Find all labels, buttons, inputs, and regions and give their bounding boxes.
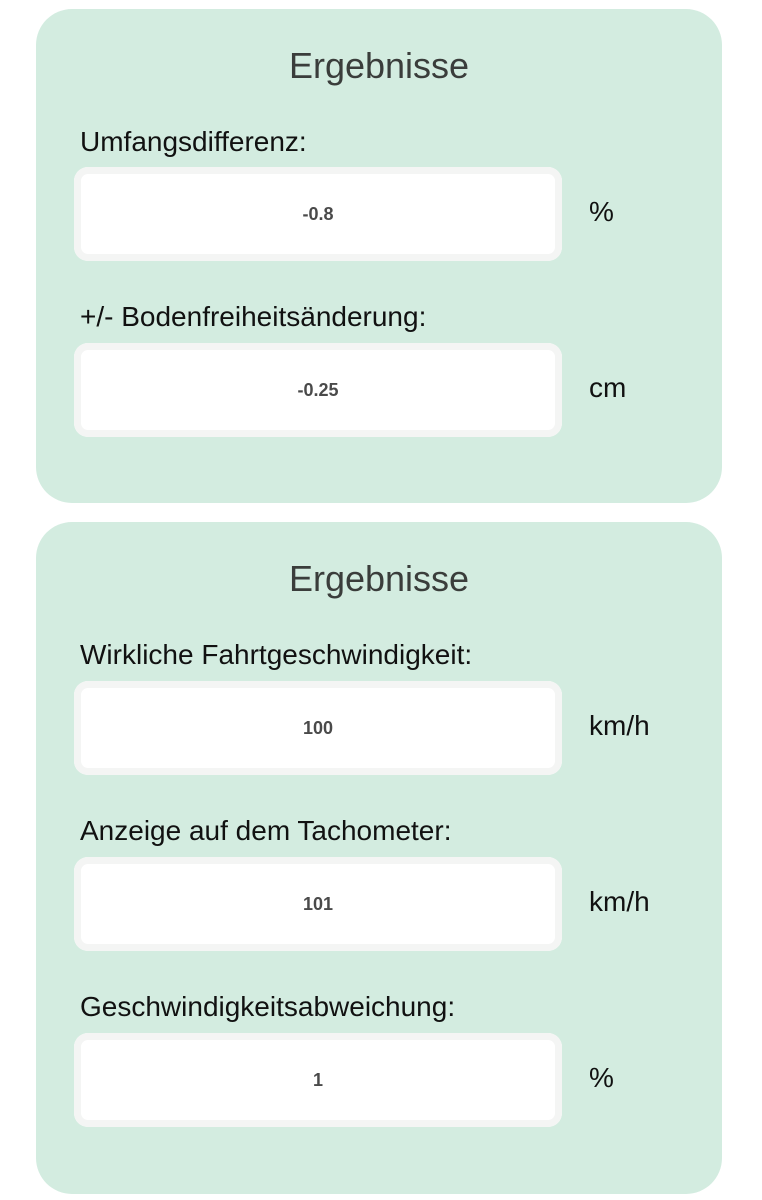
panel-title: Ergebnisse [288, 558, 470, 599]
panel-title: Ergebnisse [288, 45, 470, 86]
speedometer-reading-unit: km/h [589, 886, 650, 917]
ground-clearance-change-label: +/- Bodenfreiheitsänderung: [80, 301, 427, 332]
actual-speed-unit: km/h [589, 710, 650, 741]
circumference-difference-unit: % [589, 196, 614, 227]
circumference-difference-label: Umfangsdifferenz: [80, 126, 307, 157]
actual-speed-label: Wirkliche Fahrtgeschwindigkeit: [80, 639, 473, 670]
speed-deviation-label: Geschwindigkeitsabweichung: [80, 991, 456, 1022]
results-panel-speed [36, 522, 722, 1194]
speedometer-reading-label: Anzeige auf dem Tachometer: [80, 815, 452, 846]
actual-speed-output: 100 [74, 681, 562, 775]
speed-deviation-output: 1 [74, 1033, 562, 1127]
circumference-difference-output: -0.8 [74, 167, 562, 261]
speed-deviation-unit: % [589, 1062, 614, 1093]
results-panel-circumference [36, 9, 722, 503]
ground-clearance-change-output: -0.25 [74, 343, 562, 437]
ground-clearance-change-unit: cm [589, 372, 627, 403]
speedometer-reading-output: 101 [74, 857, 562, 951]
